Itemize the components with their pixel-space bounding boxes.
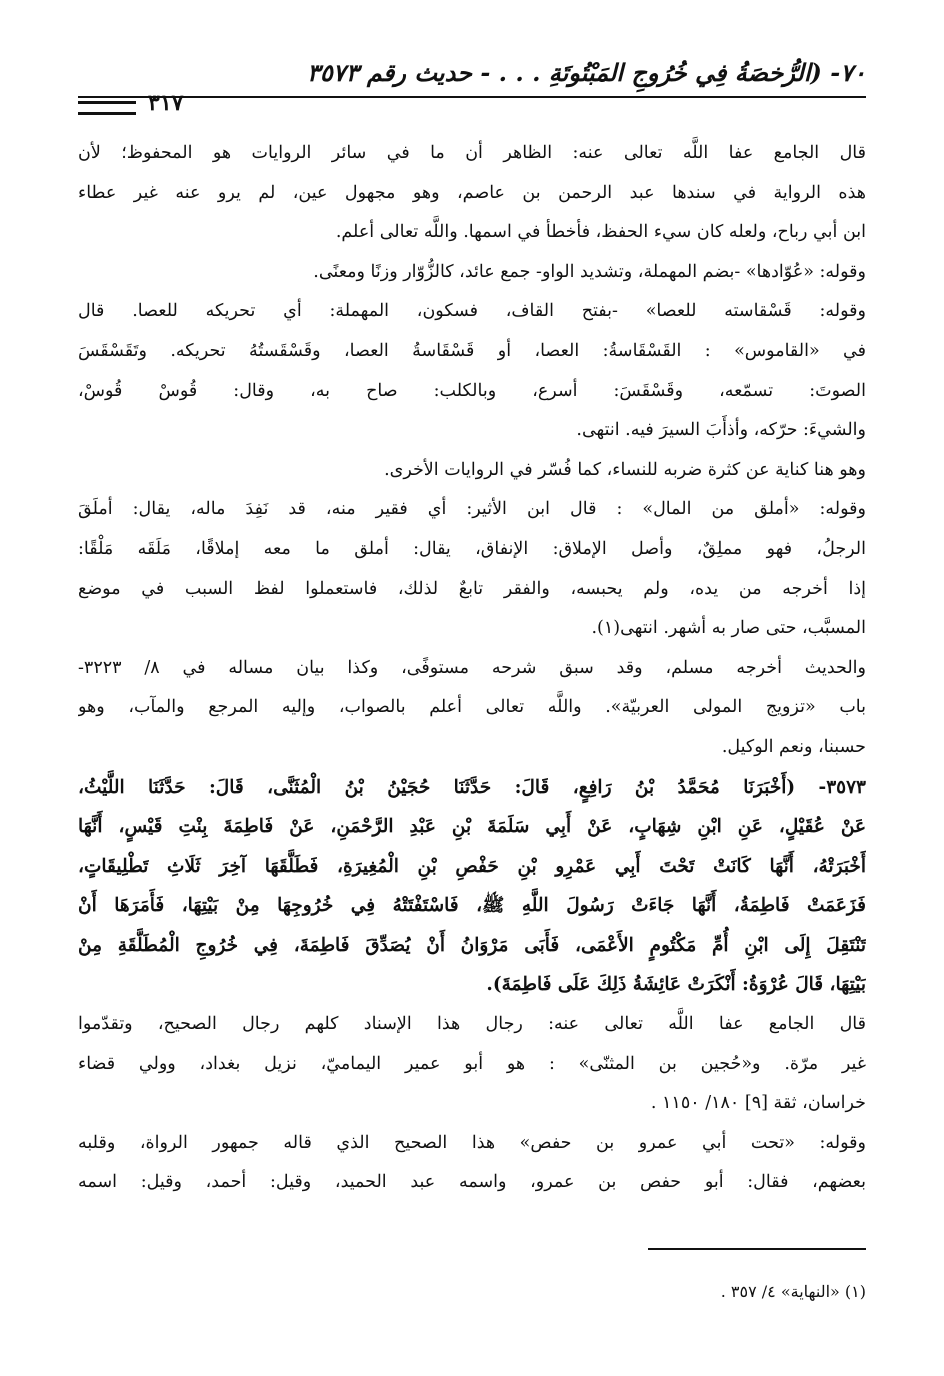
- hadith-line: تَنْتَقِلَ إِلَى ابْنِ أُمِّ مَكْتُومٍ الأَعْمَى، فَأَبَى مَرْوَانُ أَنْ يُصَدِّقَ فَاطِمَةَ، فِي خُرُوجِ الْمُطَلَّقَةِ مِنْ: [78, 934, 866, 956]
- header-rule: [78, 96, 866, 98]
- footnote: (١) «النهاية» ٤/ ٣٥٧ .: [720, 1282, 866, 1301]
- footnote-rule: [648, 1248, 866, 1250]
- text-line: وقوله: قَسْقاسته للعصا» -بفتح القاف، فسكون، المهملة: أي تحريكه للعصا. قال: [78, 301, 866, 322]
- page-number-rule: [78, 101, 136, 115]
- text-line: في «القاموس» : القَسْقَاسةُ: العصا، أو قَسْقَاسةُ العصا، وقَسْقَستُهُ تحريكه. وتَقَسْقَسَ: [78, 340, 866, 361]
- text-line: المسبَّب، حتى صار به أشهر. انتهى(١).: [591, 618, 866, 639]
- hadith-line: بَيْتِهَا، قَالَ عُرْوَةُ: أَنْكَرَتْ عَائِشَةُ ذَلِكَ عَلَى فَاطِمَةَ).: [486, 974, 866, 996]
- hadith-line: أَخْبَرَتْهُ، أَنَّهَا كَانَتْ تَحْتَ أَبِي عَمْرِو بْنِ حَفْصِ بْنِ الْمُغِيرَةِ، فَطَلَّقَهَا آخِرَ ثَلَاثِ تَطْلِيقَاتٍ،: [78, 855, 866, 877]
- text-line: قال الجامع عفا اللَّه تعالى عنه: الظاهر أن ما في سائر الروايات هو المحفوظ؛ لأن: [78, 143, 866, 163]
- text-line: إذا أخرجه من يده، ولم يحبسه، والفقر تابعٌ لذلك، فاستعملوا لفظ السبب في موضع: [78, 578, 866, 599]
- text-line: بعضهم، فقال: أبو حفص بن عمرو، واسمه عبد الحميد، وقيل: أحمد، وقيل: اسمه: [78, 1172, 866, 1193]
- text-line: ابن أبي رباح، ولعله كان سيء الحفظ، فأخطأ في اسمها. واللَّه تعالى أعلم.: [335, 222, 866, 243]
- text-line: الرجلُ، فهو مملِقٌ، وأصل الإملاق: الإنفاق، يقال: أملق ما معه إملاقًا، مَلَقَه مَلْقًا:: [78, 538, 866, 559]
- text-line: الصوتَ: تسمّعه، وقَسْقَسَ: أسرع، وبالكلب: صاح به، وقال: قُوسْ قُوسْ،: [78, 380, 866, 401]
- hadith-line: فَزَعَمَتْ فَاطِمَةُ، أَنَّهَا جَاءَتْ رَسُولَ اللَّهِ ﷺ، فَاسْتَفْتَتْهُ فِي خُرُوجِهَا مِنْ بَيْتِهَا، فَأَمَرَهَا أَنْ: [78, 895, 866, 917]
- running-header: [78, 58, 866, 106]
- text-line: غير مرّة. و«حُجين بن المثنّى» : هو أبو عمير اليماميّ، نزيل بغداد، وولي قضاء: [78, 1053, 866, 1074]
- hadith-line: عَنْ عُقَيْلٍ، عَنِ ابْنِ شِهَابٍ، عَنْ أَبِي سَلَمَةَ بْنِ عَبْدِ الرَّحْمَنِ، عَنْ فَاطِمَةَ بِنْتِ قَيْسٍ، أَنَّهَا: [78, 816, 866, 838]
- text-line: خراسان، ثقة [٩] ١٨٠/ ١١٥٠ .: [650, 1093, 866, 1114]
- page-number: ٣١٧: [148, 90, 184, 116]
- text-line: والحديث أخرجه مسلم، وقد سبق شرحه مستوفًى، وكذا بيان مساله في ٨/ ٣٢٢٣-: [78, 657, 866, 678]
- hadith-line: ٣٥٧٣- (أَخْبَرَنَا مُحَمَّدُ بْنُ رَافِعٍ، قَالَ: حَدَّثَنَا حُجَيْنُ بْنُ الْمُثَنَّى، قَالَ: حَدَّثَنَا اللَّيْثُ،: [78, 776, 866, 798]
- text-line: وقوله: «أملق من المال» : قال ابن الأثير: أي فقير منه، قد نَفِدَ ماله، يقال: أملَقَ: [78, 499, 866, 520]
- text-line: وقوله: «عُوّادها» -بضم المهملة، وتشديد الواو- جمع عائد، كالزُّوّار وزنًا ومعنًى.: [313, 261, 866, 282]
- text-line: والشيءَ: حرّكه، وأذأَبَ السيرَ فيه. انتهى.: [576, 420, 866, 441]
- text-line: باب «تزويج المولى العربيّة». واللَّه تعالى أعلم بالصواب، وإليه المرجع والمآب، وهو: [78, 697, 866, 718]
- text-line: قال الجامع عفا اللَّه تعالى عنه: رجال هذا الإسناد كلهم رجال الصحيح، وتقدّموا: [78, 1014, 866, 1035]
- text-line: حسبنا، ونعم الوكيل.: [721, 736, 866, 757]
- text-line: وقوله: «تحت أبي عمرو بن حفص» هذا الصحيح الذي قاله جمهور الرواة، وقلبه: [78, 1132, 866, 1153]
- header-title: ٧٠- (الرُّخصَةُ فِي خُرُوجِ المَبْتُوتَةِ . . . - حديث رقم ٣٥٧٣: [307, 58, 866, 87]
- main-text: [78, 134, 866, 1203]
- text-line: وهو هنا كناية عن كثرة ضربه للنساء، كما فُسّر في الروايات الأخرى.: [384, 459, 866, 480]
- text-line: هذه الرواية في سندها عبد الرحمن بن عاصم، وهو مجهول عين، لم يرو عنه غير عطاء: [78, 182, 866, 203]
